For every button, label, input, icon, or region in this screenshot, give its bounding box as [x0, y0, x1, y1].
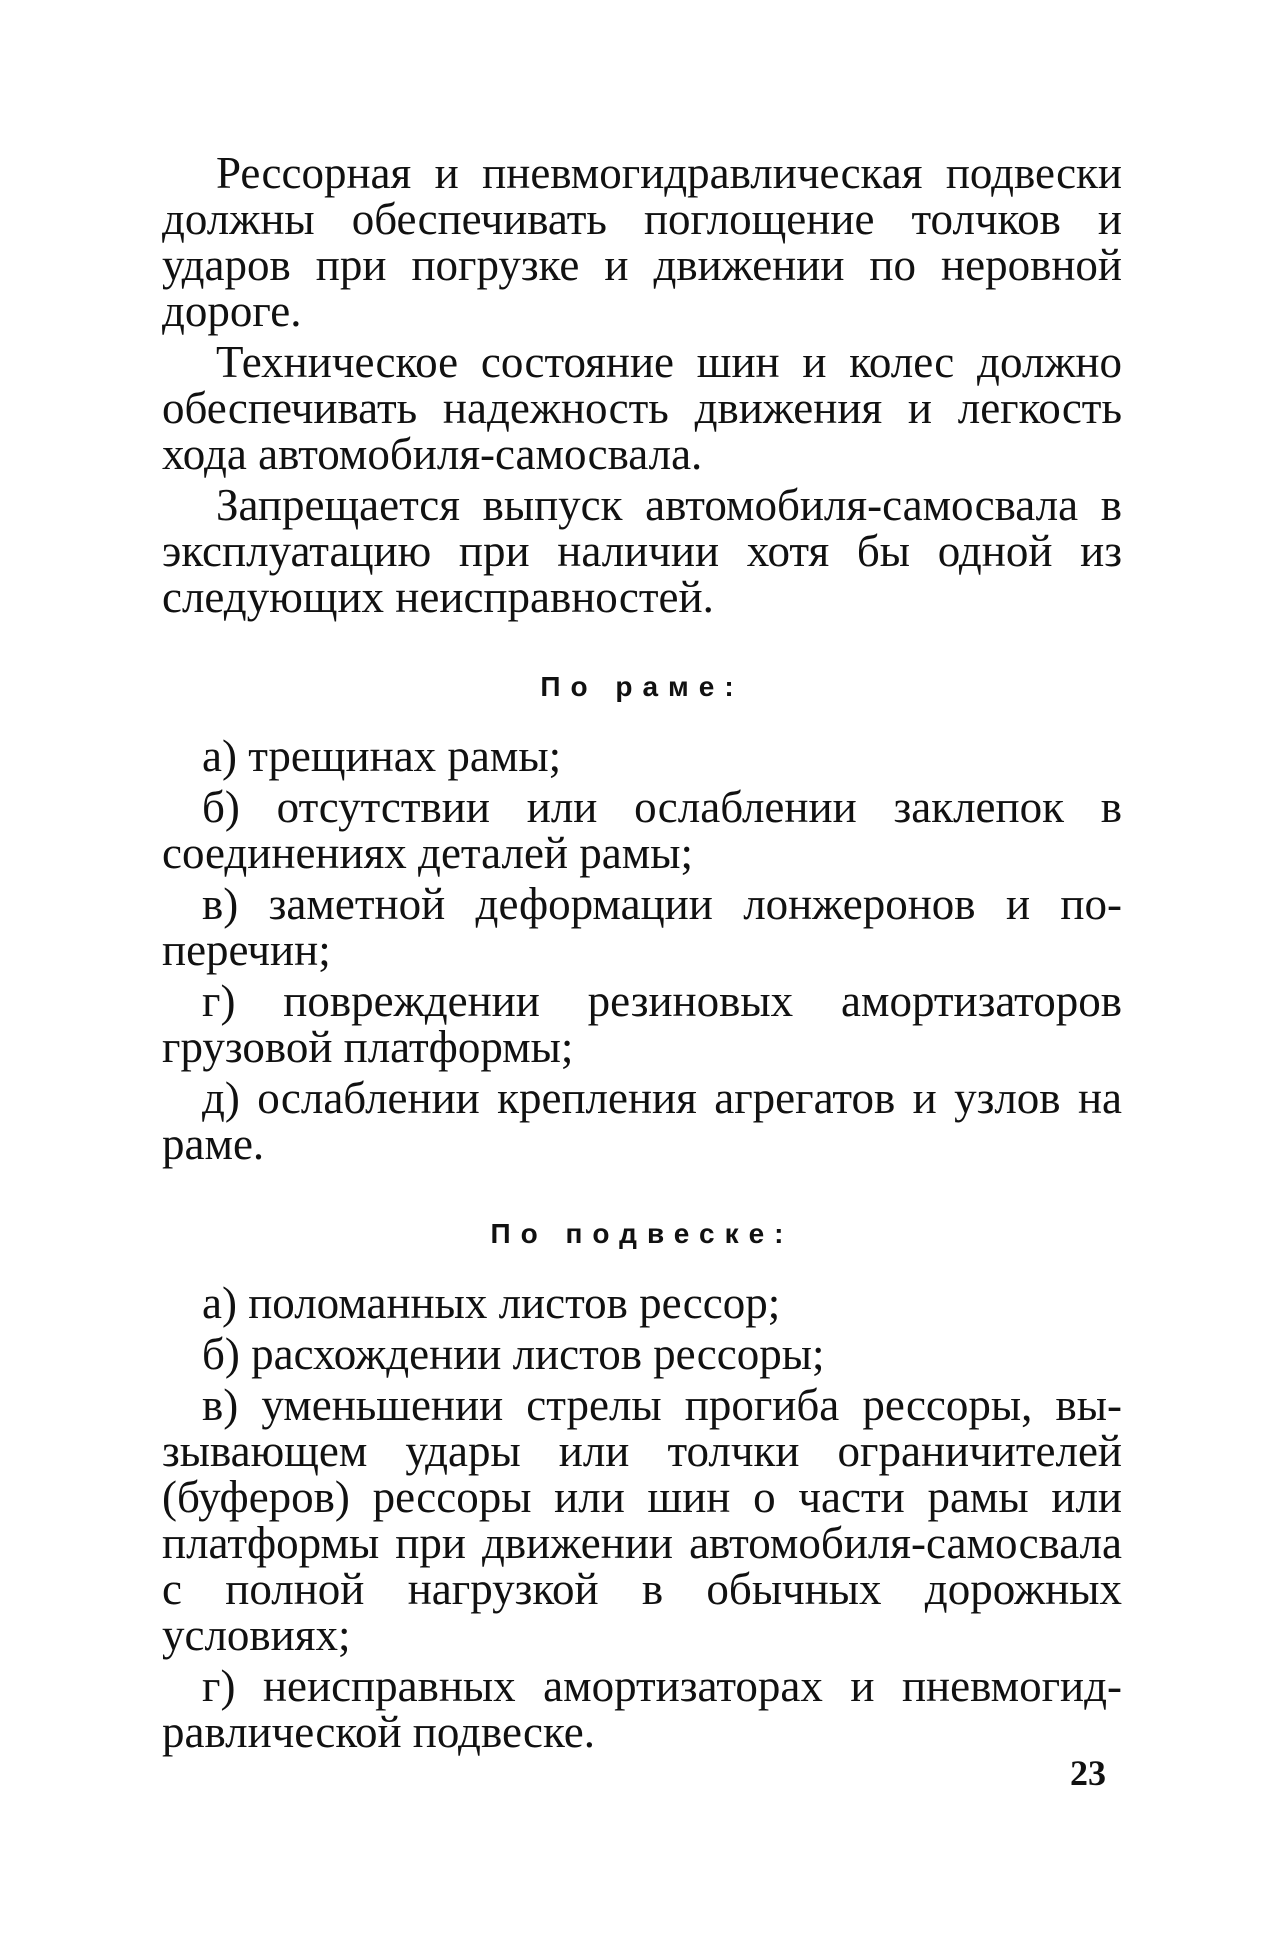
suspension-item-g: г) неисправных амортизаторах и пневмогидравлической подвеске.	[162, 1661, 1122, 1757]
frame-item-d: д) ослаблении крепления агрегатов и узлов на раме.	[162, 1073, 1122, 1169]
suspension-item-b: б) расхождении листов рессоры;	[202, 1329, 825, 1379]
suspension-item-a: а) поломанных листов рессор;	[202, 1278, 781, 1328]
page-body	[162, 150, 1122, 1760]
intro-paragraph-1: Рессорная и пневмогидравлическая подвески должны обеспечивать поглощение толчков и ударов при погрузке и движении по неровной дороге.	[162, 148, 1122, 336]
intro-paragraph-3: Запрещается выпуск автомобиля-самосвала в эксплуатацию при наличии хотя бы одной из следующих неисправностей.	[162, 480, 1122, 622]
frame-item-g: г) повреждении резиновых амортизаторов грузовой платформы;	[162, 976, 1122, 1072]
frame-item-a: а) трещинах рамы;	[202, 731, 562, 781]
suspension-section-heading: По подвеске:	[490, 1218, 794, 1249]
intro-paragraph-2: Техническое состояние шин и колес должно обеспечивать надежность движения и легкость хода автомобиля-самосвала.	[162, 337, 1122, 479]
frame-item-v: в) заметной деформации лонжеронов и поперечин;	[162, 879, 1122, 975]
frame-item-b: б) отсутствии или ослаблении заклепок в соединениях деталей рамы;	[162, 782, 1122, 878]
page-number: 23	[1070, 1753, 1106, 1793]
suspension-item-v: в) уменьшении стрелы прогиба рессоры, вызывающем удары или толчки ограничителей (буферов) рессоры или шин о части рамы или платформы при движении автомобиля-самосвала с полной нагрузкой в обычных дорожных условиях;	[162, 1380, 1122, 1660]
frame-section-heading: По раме:	[540, 671, 744, 702]
